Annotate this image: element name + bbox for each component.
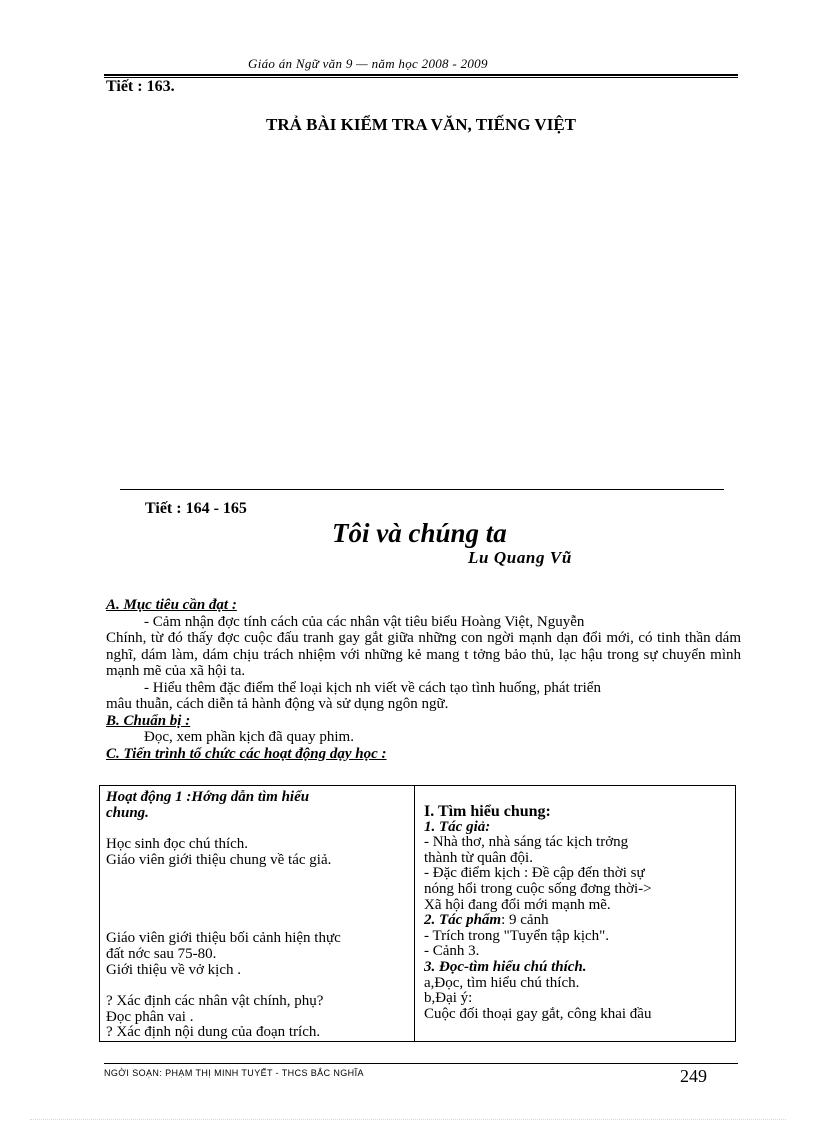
content-line: - Đặc điểm kịch : Đề cập đến thời sự [424, 865, 645, 882]
content-line: - Cảnh 3. [424, 943, 480, 960]
content-subheading-author: 1. Tác giả: [424, 818, 491, 835]
work-title: Tôi và chúng ta [332, 518, 507, 548]
objective-1-rest: Chính, từ đó thấy đợc cuộc đấu tranh gay gắt giữa những con ngời mạnh dạn đổi mới, có tinh thần dám nghĩ, dám làm, dám chịu trách nhiệm với những kẻ mang t tởng bảo thủ, lạc hậu trong sự chuyển mình mạnh mẽ của xã hội ta. [106, 630, 741, 679]
content-line: Cuộc đối thoại gay gắt, công khai đầu [424, 1005, 652, 1022]
activity-line: Giáo viên giới thiệu chung về tác giả. [106, 851, 332, 868]
lesson-title: TRẢ BÀI KIỂM TRA VĂN, TIẾNG VIỆT [265, 115, 577, 134]
content-line: nóng hổi trong cuộc sống đơng thời-> [424, 880, 652, 897]
page-edge-dots [30, 1119, 786, 1120]
content-subheading-reading: 3. Đọc-tìm hiểu chú thích. [424, 958, 587, 975]
preparation-text: Đọc, xem phần kịch đã quay phim. [144, 729, 354, 745]
activity-line: Đọc phân vai . [106, 1008, 194, 1025]
activity-title-cont: chung. [106, 804, 149, 821]
content-column [416, 786, 736, 1041]
content-line: thành từ quân đội. [424, 849, 533, 866]
objective-2-rest: mâu thuẫn, cách diễn tả hành động và sử dụng ngôn ngữ. [106, 696, 449, 712]
objective-1-first-line: - Cảm nhận đợc tính cách của các nhân vật tiêu biểu Hoàng Việt, Nguyễn [144, 613, 585, 630]
activity-title: Hoạt động 1 :Hớng dẫn tìm hiểu [106, 789, 310, 805]
activity-line: Học sinh đọc chú thích. [106, 836, 249, 853]
content-line: - Nhà thơ, nhà sáng tác kịch trởng [424, 834, 629, 851]
teacher-activities-column [100, 786, 415, 1041]
objective-2-first-line: - Hiểu thêm đặc điểm thể loại kịch nh viết về cách tạo tình huống, phát triển [144, 679, 601, 696]
work-author: Lu Quang Vũ [468, 548, 572, 567]
content-subheading-work: 2. Tác phẩm: 9 cảnh [424, 912, 549, 929]
content-line: a,Đọc, tìm hiểu chú thích. [424, 974, 580, 991]
page-header: Giáo án Ngữ văn 9 — năm học 2008 - 2009 [248, 56, 488, 71]
section-b-heading: B. Chuẩn bị : [106, 712, 191, 729]
section-c-heading: C. Tiến trình tổ chức các hoạt động dạy học : [106, 745, 387, 762]
section-a-heading: A. Mục tiêu cần đạt : [106, 597, 237, 613]
content-heading: I. Tìm hiểu chung: [424, 803, 551, 820]
page-number: 249 [680, 1066, 707, 1086]
activity-line: ? Xác định các nhân vật chính, phụ? [106, 993, 324, 1010]
lesson-label: Tiết : 163. [106, 78, 175, 95]
activity-table [99, 785, 736, 1042]
footer-author: NGỜI SOẠN: PHẠM THỊ MINH TUYẾT - THCS BẮC NGHĨA [104, 1068, 364, 1078]
activity-line: Giới thiệu về vở kịch . [106, 961, 242, 978]
lesson-objectives [106, 597, 741, 762]
activity-line: đất nớc sau 75-80. [106, 945, 217, 962]
lesson-label-2: Tiết : 164 - 165 [145, 500, 247, 517]
section-divider [120, 489, 724, 490]
content-line: Xã hội đang đổi mới mạnh mẽ. [424, 896, 611, 913]
content-line: b,Đại ý: [424, 990, 473, 1007]
header-rule-thin [104, 77, 738, 78]
content-line: - Trích trong "Tuyển tập kịch". [424, 927, 610, 944]
footer-rule [104, 1063, 738, 1064]
activity-line: Giáo viên giới thiệu bối cảnh hiện thực [106, 930, 341, 947]
activity-line: ? Xác định nội dung của đoạn trích. [106, 1024, 321, 1041]
header-rule-thick [104, 74, 738, 76]
